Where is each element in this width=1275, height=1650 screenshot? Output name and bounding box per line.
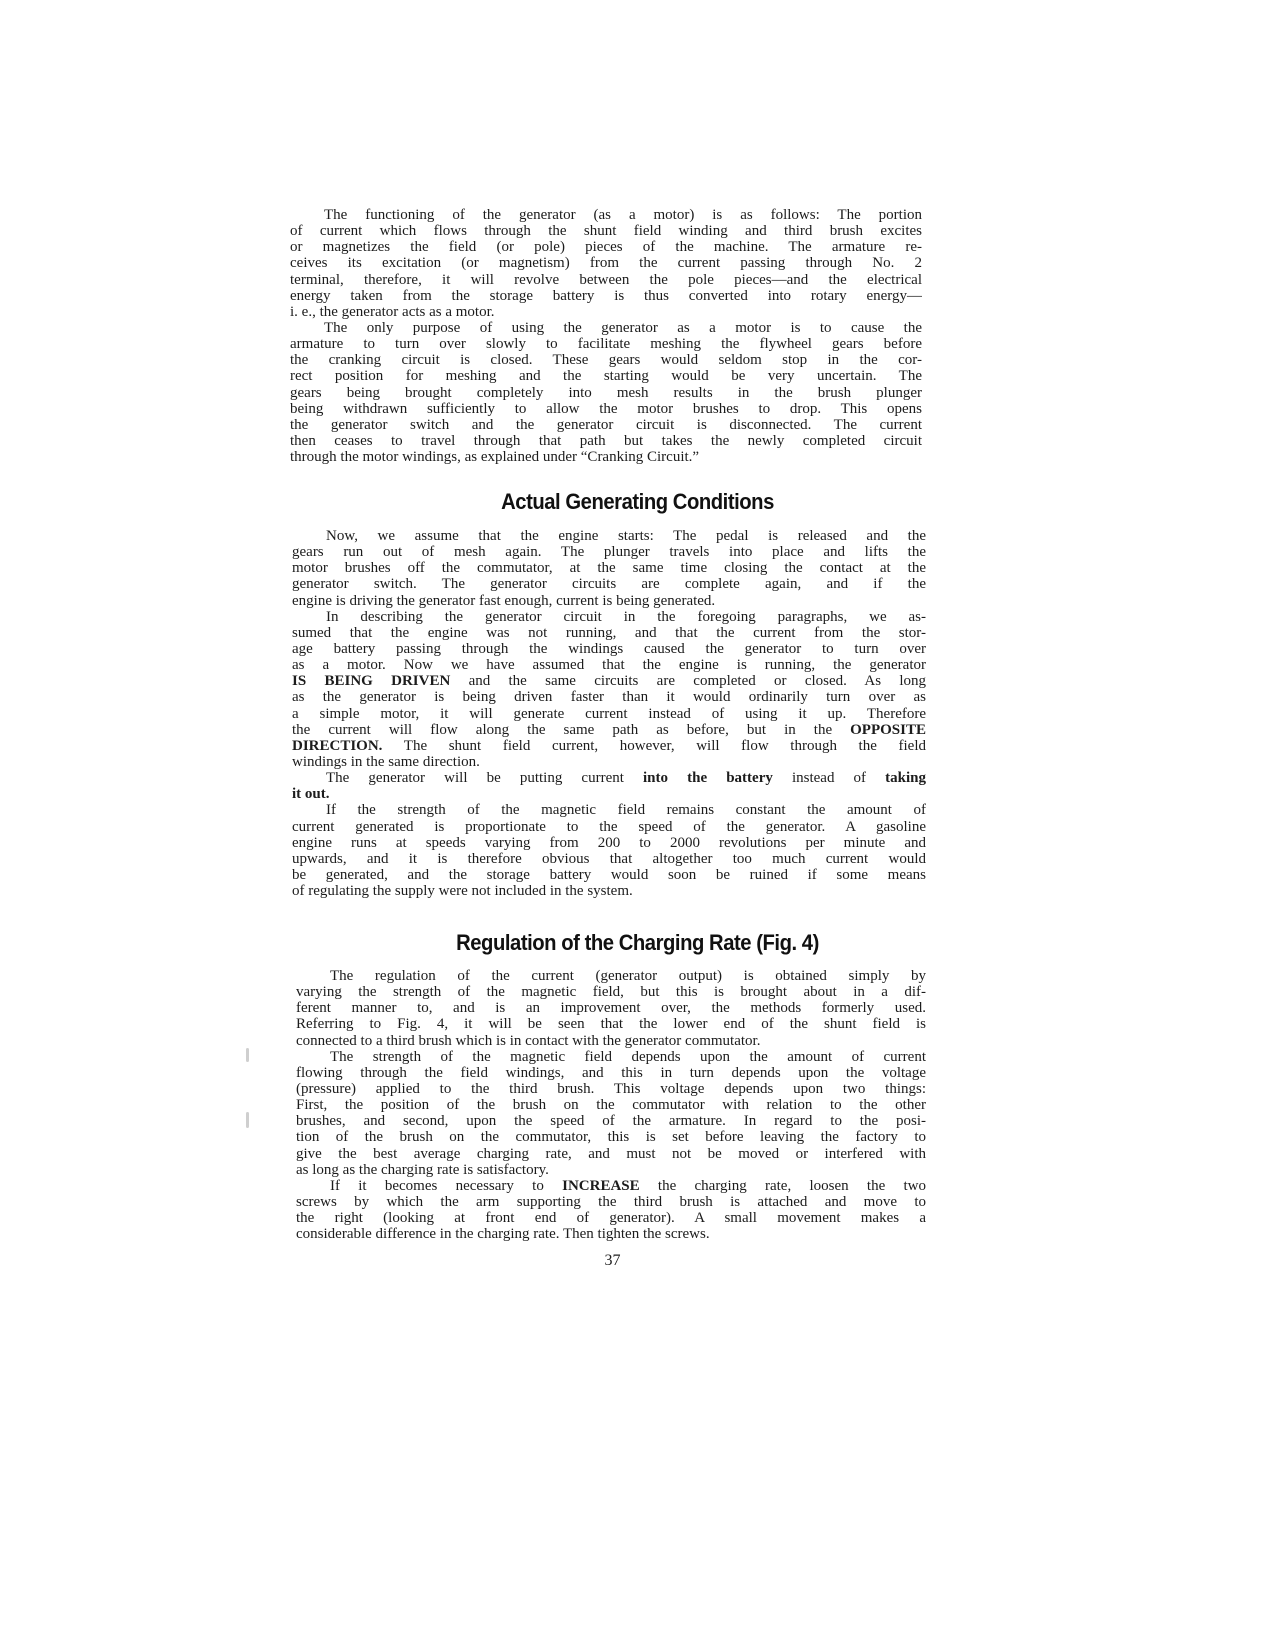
bold-text: INCREASE bbox=[562, 1177, 640, 1194]
text-line: windings in the same direction. bbox=[292, 753, 480, 770]
text-run: The shunt field current, however, will flow through the field bbox=[382, 737, 926, 754]
text-line: gears being brought completely into mesh results in the brush plunger bbox=[290, 384, 922, 401]
text-line: as long as the charging rate is satisfactory. bbox=[296, 1161, 549, 1178]
text-line: In describing the generator circuit in the foregoing paragraphs, we as- bbox=[326, 608, 926, 625]
bold-text: DIRECTION. bbox=[292, 737, 383, 754]
section-intro bbox=[290, 207, 922, 465]
text-line: be generated, and the storage battery would soon be ruined if some means bbox=[292, 866, 926, 883]
heading-actual-generating-conditions: Actual Generating Conditions bbox=[501, 489, 774, 514]
text-line: (pressure) applied to the third brush. This voltage depends upon two things: bbox=[296, 1080, 926, 1097]
text-line bbox=[296, 1178, 926, 1194]
text-line: through the motor windings, as explained under “Cranking Circuit.” bbox=[290, 449, 700, 466]
paragraph bbox=[292, 528, 926, 609]
text-line: armature to turn over slowly to facilitate meshing the flywheel gears before bbox=[290, 336, 922, 353]
page-number: 37 bbox=[604, 1252, 621, 1269]
paragraph bbox=[292, 609, 926, 770]
paragraph bbox=[290, 207, 922, 320]
text-line: The only purpose of using the generator as a motor is to cause the bbox=[324, 319, 922, 336]
text-line: generator switch. The generator circuits are complete again, and if the bbox=[292, 576, 926, 593]
text-line: The strength of the magnetic field depends upon the amount of current bbox=[330, 1048, 926, 1065]
text-run: the current will flow along the same path as before, but in the bbox=[292, 721, 851, 738]
text-line: as a motor. Now we have assumed that the engine is running, the generator bbox=[292, 657, 926, 674]
text-line: the right (looking at front end of generator). A small movement makes a bbox=[296, 1210, 926, 1227]
text-line: or magnetizes the field (or pole) pieces of the machine. The armature re- bbox=[290, 239, 922, 256]
text-run: and the same circuits are completed or closed. As long bbox=[450, 673, 926, 690]
text-line: of current which flows through the shunt field winding and third brush excites bbox=[290, 223, 922, 240]
bold-text: OPPOSITE bbox=[850, 721, 926, 738]
text-line: considerable difference in the charging rate. Then tighten the screws. bbox=[296, 1226, 710, 1243]
text-line bbox=[292, 673, 926, 689]
text-line: gears run out of mesh again. The plunger travels into place and lifts the bbox=[292, 544, 926, 561]
text-line: i. e., the generator acts as a motor. bbox=[290, 303, 495, 320]
text-line: give the best average charging rate, and must not be moved or interfered with bbox=[296, 1145, 926, 1162]
bold-text: IS BEING DRIVEN bbox=[292, 673, 451, 690]
text-line: ferent manner to, and is an improvement over, the methods formerly used. bbox=[296, 1000, 926, 1017]
bold-text: it out. bbox=[292, 786, 330, 803]
paragraph bbox=[290, 320, 922, 465]
text-line: The functioning of the generator (as a motor) is as follows: The portion bbox=[324, 207, 922, 223]
section-regulation-of-charging-rate bbox=[296, 968, 926, 1242]
bold-text: taking bbox=[885, 770, 926, 787]
text-line: If the strength of the magnetic field remains constant the amount of bbox=[326, 802, 926, 819]
text-line: upwards, and it is therefore obvious that altogether too much current would bbox=[292, 850, 926, 867]
text-line: age battery passing through the windings caused the generator to turn over bbox=[292, 640, 926, 657]
paragraph bbox=[296, 1049, 926, 1178]
text-run: The generator will be putting current bbox=[326, 770, 644, 787]
text-run: instead of bbox=[772, 770, 886, 787]
paragraph bbox=[296, 1178, 926, 1243]
text-line: as the generator is being driven faster than it would ordinarily turn over as bbox=[292, 689, 926, 706]
paragraph bbox=[292, 802, 926, 899]
text-run: the charging rate, loosen the two bbox=[639, 1177, 926, 1194]
text-line: current generated is proportionate to the speed of the generator. A gasoline bbox=[292, 818, 926, 835]
text-line: First, the position of the brush on the commutator with relation to the other bbox=[296, 1097, 926, 1114]
text-run: If it becomes necessary to bbox=[330, 1177, 563, 1194]
text-line: energy taken from the storage battery is thus converted into rotary energy— bbox=[290, 287, 922, 304]
text-line: The regulation of the current (generator output) is obtained simply by bbox=[330, 968, 926, 984]
text-line: connected to a third brush which is in contact with the generator commutator. bbox=[296, 1032, 761, 1049]
text-line bbox=[292, 786, 926, 802]
text-line bbox=[292, 738, 926, 754]
text-line: engine runs at speeds varying from 200 to 2000 revolutions per minute and bbox=[292, 834, 926, 851]
text-line: engine is driving the generator fast enough, current is being generated. bbox=[292, 592, 716, 609]
text-line: Now, we assume that the engine starts: The pedal is released and the bbox=[326, 528, 926, 544]
text-line bbox=[292, 770, 926, 786]
text-line: terminal, therefore, it will revolve between the pole pieces—and the electrical bbox=[290, 271, 922, 288]
section-actual-generating-conditions bbox=[292, 528, 926, 899]
text-line: being withdrawn sufficiently to allow the motor brushes to drop. This opens bbox=[290, 400, 922, 417]
text-line: then ceases to travel through that path but takes the newly completed circuit bbox=[290, 432, 922, 449]
text-line: screws by which the arm supporting the third brush is attached and move to bbox=[296, 1193, 926, 1210]
scan-mark bbox=[246, 1048, 249, 1062]
text-line: rect position for meshing and the starting would be very uncertain. The bbox=[290, 368, 922, 385]
text-line: the cranking circuit is closed. These gears would seldom stop in the cor- bbox=[290, 352, 922, 369]
paragraph bbox=[296, 968, 926, 1049]
bold-text: into the battery bbox=[643, 770, 773, 787]
scan-mark bbox=[246, 1112, 249, 1128]
text-line: flowing through the field windings, and this in turn depends upon the voltage bbox=[296, 1064, 926, 1081]
text-line: Referring to Fig. 4, it will be seen that the lower end of the shunt field is bbox=[296, 1016, 926, 1033]
text-line bbox=[292, 722, 926, 738]
text-line: a simple motor, it will generate current instead of using it up. Therefore bbox=[292, 705, 926, 722]
text-line: motor brushes off the commutator, at the same time closing the contact at the bbox=[292, 560, 926, 577]
text-line: sumed that the engine was not running, and that the current from the stor- bbox=[292, 624, 926, 641]
heading-regulation-of-charging-rate: Regulation of the Charging Rate (Fig. 4) bbox=[456, 930, 819, 955]
text-line: brushes, and second, upon the speed of the armature. In regard to the posi- bbox=[296, 1113, 926, 1130]
text-line: varying the strength of the magnetic field, but this is brought about in a dif- bbox=[296, 984, 926, 1001]
text-line: tion of the brush on the commutator, this is set before leaving the factory to bbox=[296, 1129, 926, 1146]
paragraph bbox=[292, 770, 926, 802]
text-line: the generator switch and the generator circuit is disconnected. The current bbox=[290, 416, 922, 433]
text-line: ceives its excitation (or magnetism) from the current passing through No. 2 bbox=[290, 255, 922, 272]
text-line: of regulating the supply were not included in the system. bbox=[292, 883, 633, 900]
